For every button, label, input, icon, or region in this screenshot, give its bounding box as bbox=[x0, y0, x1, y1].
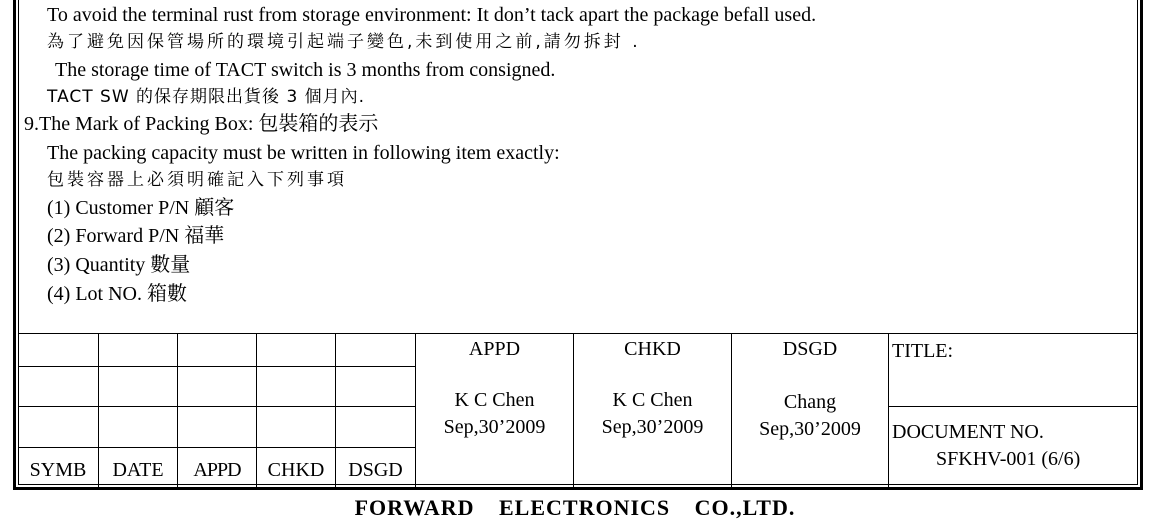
approval-date-chkd: Sep,30’2009 bbox=[601, 416, 704, 438]
approval-role-dsgd: DSGD bbox=[782, 338, 838, 360]
approval-role-chkd: CHKD bbox=[624, 338, 681, 360]
document-no-label: DOCUMENT NO. bbox=[892, 421, 1044, 443]
company-name: FORWARD ELECTRONICS CO.,LTD. bbox=[354, 495, 796, 520]
approval-name-appd: K C Chen bbox=[454, 389, 535, 411]
revision-header-dsgd: DSGD bbox=[348, 459, 403, 481]
list-item: (3) Quantity 數量 bbox=[47, 254, 191, 276]
approval-date-dsgd: Sep,30’2009 bbox=[759, 418, 861, 440]
section-9-title: 9.The Mark of Packing Box: 包裝箱的表示 bbox=[24, 113, 379, 135]
revision-header-date: DATE bbox=[112, 459, 164, 481]
list-item: (4) Lot NO. 箱數 bbox=[47, 283, 187, 305]
storage-note-en: To avoid the terminal rust from storage environment: It don’t tack apart the package befall used. bbox=[47, 4, 817, 26]
approval-name-dsgd: Chang bbox=[783, 391, 837, 413]
storage-time-en: The storage time of TACT switch is 3 months from consigned. bbox=[55, 59, 556, 81]
capacity-note-zh: 包裝容器上必須明確記入下列事項 bbox=[47, 170, 347, 190]
revision-header-chkd: CHKD bbox=[267, 459, 325, 481]
list-item: (1) Customer P/N 顧客 bbox=[47, 197, 235, 219]
capacity-note-en: The packing capacity must be written in following item exactly: bbox=[47, 142, 560, 164]
document-no: SFKHV-001 (6/6) bbox=[936, 448, 1081, 470]
revision-header-appd: APPD bbox=[193, 459, 241, 481]
title-block bbox=[18, 333, 1138, 489]
approval-role-appd: APPD bbox=[468, 338, 521, 360]
approval-date-appd: Sep,30’2009 bbox=[443, 416, 546, 438]
storage-note-zh: 為了避免因保管場所的環境引起端子變色,未到使用之前,請勿拆封 . bbox=[47, 32, 641, 52]
revision-header-symb: SYMB bbox=[29, 459, 87, 481]
list-item: (2) Forward P/N 福華 bbox=[47, 225, 225, 247]
approval-name-chkd: K C Chen bbox=[612, 389, 693, 411]
storage-time-zh: TACT SW 的保存期限出貨後 3 個月內. bbox=[47, 87, 366, 107]
title-label: TITLE: bbox=[892, 340, 954, 362]
